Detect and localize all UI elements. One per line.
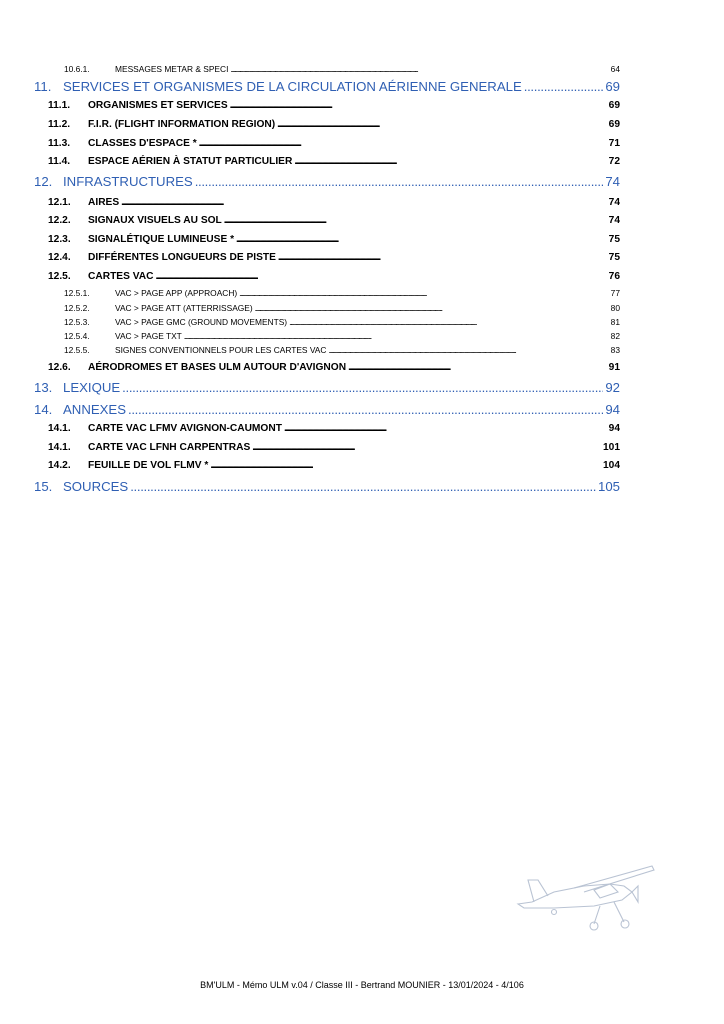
toc-entry-title: SIGNAUX VISUELS AU SOL <box>88 215 222 226</box>
toc-leader-dots <box>210 460 601 471</box>
page-footer: BM'ULM - Mémo ULM v.04 / Classe III - Bertrand MOUNIER - 13/01/2024 - 4/106 <box>200 980 524 990</box>
toc-entry[interactable] <box>48 98 620 111</box>
toc-entry[interactable] <box>48 421 620 434</box>
toc-entry-number: 14. <box>34 402 53 417</box>
toc-entry-title: CLASSES D'ESPACE * <box>88 138 197 149</box>
toc-entry[interactable] <box>34 477 620 494</box>
toc-leader-dots <box>255 303 609 313</box>
toc-entry-page: 92 <box>605 380 620 395</box>
toc-entry-page: 91 <box>608 362 620 373</box>
toc-leader-dots <box>236 234 607 245</box>
toc-entry-number: 15. <box>34 479 53 494</box>
toc-entry-page: 101 <box>603 442 620 453</box>
toc-entry[interactable] <box>48 195 620 208</box>
toc-entry[interactable] <box>48 360 620 373</box>
toc-entry[interactable] <box>48 269 620 282</box>
toc-entry-number: 12.5.5. <box>64 345 90 355</box>
toc-entry-number: 14.1. <box>48 442 71 453</box>
toc-entry-title: DIFFÉRENTES LONGUEURS DE PISTE <box>88 252 276 263</box>
toc-entry-title: ORGANISMES ET SERVICES <box>88 100 228 111</box>
toc-entry-number: 12.3. <box>48 234 71 245</box>
toc-entry-number: 12.4. <box>48 252 71 263</box>
toc-entry-title: FEUILLE DE VOL FLMV * <box>88 460 209 471</box>
toc-entry-number: 11. <box>34 79 52 94</box>
toc-entry[interactable] <box>34 172 620 189</box>
toc-entry-page: 74 <box>608 215 620 226</box>
toc-entry-number: 14.2. <box>48 460 71 471</box>
toc-entry-page: 75 <box>608 234 620 245</box>
toc-entry-number: 10.6.1. <box>64 64 90 74</box>
toc-entry-title: SIGNALÉTIQUE LUMINEUSE * <box>88 234 235 245</box>
toc-entry-title: ESPACE AÉRIEN À STATUT PARTICULIER <box>88 156 293 167</box>
toc-entry[interactable] <box>34 400 620 417</box>
toc-entry[interactable] <box>48 213 620 226</box>
toc-entry-number: 12.2. <box>48 215 71 226</box>
toc-entry[interactable] <box>34 378 620 395</box>
toc-entry-page: 71 <box>608 138 620 149</box>
toc-leader-dots <box>230 100 607 111</box>
toc-entry[interactable] <box>64 287 620 298</box>
toc-entry-title: VAC > PAGE ATT (ATTERRISSAGE) <box>115 303 253 313</box>
toc-entry[interactable] <box>34 77 620 94</box>
toc-leader-dots <box>230 64 608 74</box>
toc-entry[interactable] <box>64 302 620 313</box>
toc-entry[interactable] <box>48 232 620 245</box>
toc-entry-title: SIGNES CONVENTIONNELS POUR LES CARTES VAC <box>115 345 327 355</box>
toc-entry-page: 76 <box>608 271 620 282</box>
toc-entry-page: 77 <box>610 288 620 298</box>
toc-leader-dots <box>155 271 606 282</box>
toc-entry-title: VAC > PAGE TXT <box>115 331 182 341</box>
toc-entry[interactable] <box>48 250 620 263</box>
toc-leader-dots <box>130 479 596 494</box>
toc-entry-number: 13. <box>34 380 53 395</box>
toc-entry-number: 14.1. <box>48 423 71 434</box>
toc-leader-dots <box>524 79 604 94</box>
toc-entry-page: 72 <box>608 156 620 167</box>
toc-entry-number: 11.1. <box>48 100 71 111</box>
toc-entry-number: 11.2. <box>48 119 71 130</box>
toc-entry-page: 74 <box>605 174 620 189</box>
toc-entry[interactable] <box>64 330 620 341</box>
toc-entry-page: 69 <box>608 100 620 111</box>
toc-leader-dots <box>278 252 607 263</box>
toc-leader-dots <box>348 362 607 373</box>
toc-leader-dots <box>121 197 607 208</box>
toc-entry-number: 12.6. <box>48 362 71 373</box>
toc-entry-title: CARTE VAC LFNH CARPENTRAS <box>88 442 251 453</box>
toc-leader-dots <box>294 156 606 167</box>
toc-entry-number: 12.5.3. <box>64 317 90 327</box>
toc-leader-dots <box>239 288 609 298</box>
toc-entry-title: SOURCES <box>63 479 129 494</box>
toc-leader-dots <box>277 119 607 130</box>
toc-entry-title: LEXIQUE <box>63 380 121 395</box>
toc-entry-title: F.I.R. (FLIGHT INFORMATION REGION) <box>88 119 276 130</box>
toc-entry[interactable] <box>48 458 620 471</box>
toc-leader-dots <box>224 215 607 226</box>
toc-entry-number: 12.1. <box>48 197 71 208</box>
toc-entry-title: VAC > PAGE APP (APPROACH) <box>115 288 238 298</box>
toc-entry-number: 12.5.2. <box>64 303 90 313</box>
ulm-airplane-icon <box>514 862 656 934</box>
toc-leader-dots <box>252 442 601 453</box>
toc-entry-title: ANNEXES <box>63 402 127 417</box>
toc-entry-page: 83 <box>610 345 620 355</box>
toc-entry-number: 12. <box>34 174 53 189</box>
toc-entry-page: 80 <box>610 303 620 313</box>
toc-entry-page: 69 <box>605 79 620 94</box>
toc-leader-dots <box>122 380 603 395</box>
toc-leader-dots <box>289 317 609 327</box>
toc-entry[interactable] <box>48 136 620 149</box>
toc-entry-page: 105 <box>597 479 620 494</box>
toc-entry-title: SERVICES ET ORGANISMES DE LA CIRCULATION AÉRIENNE GENERALE <box>63 79 522 94</box>
toc-leader-dots <box>284 423 607 434</box>
toc-entry-title: CARTES VAC <box>88 271 154 282</box>
toc-entry-page: 94 <box>608 423 620 434</box>
toc-leader-dots <box>195 174 604 189</box>
toc-entry[interactable] <box>48 117 620 130</box>
toc-entry-page: 104 <box>603 460 620 471</box>
toc-entry[interactable] <box>64 316 620 327</box>
toc-entry[interactable] <box>48 440 620 453</box>
toc-entry-page: 94 <box>605 402 620 417</box>
toc-leader-dots <box>328 345 608 355</box>
toc-entry-page: 69 <box>608 119 620 130</box>
toc-entry[interactable] <box>48 154 620 167</box>
toc-entry-page: 74 <box>608 197 620 208</box>
toc-entry-number: 12.5.1. <box>64 288 90 298</box>
toc-leader-dots <box>184 331 609 341</box>
toc-entry-title: VAC > PAGE GMC (GROUND MOVEMENTS) <box>115 317 288 327</box>
toc-entry-number: 12.5. <box>48 271 71 282</box>
toc-entry-title: CARTE VAC LFMV AVIGNON-CAUMONT <box>88 423 282 434</box>
toc-entry-number: 11.4. <box>48 156 71 167</box>
toc-entry-page: 64 <box>610 64 620 74</box>
toc-entry[interactable] <box>64 63 620 74</box>
toc-leader-dots <box>128 402 603 417</box>
toc-entry-title: AIRES <box>88 197 120 208</box>
toc-entry-number: 12.5.4. <box>64 331 90 341</box>
toc-leader-dots <box>199 138 607 149</box>
toc-entry-page: 81 <box>610 317 620 327</box>
toc-entry-number: 11.3. <box>48 138 71 149</box>
toc-entry-title: MESSAGES METAR & SPECI <box>115 64 229 74</box>
toc-entry[interactable] <box>64 344 620 355</box>
toc-entry-title: INFRASTRUCTURES <box>63 174 193 189</box>
toc-entry-page: 82 <box>610 331 620 341</box>
toc-entry-title: AÉRODROMES ET BASES ULM AUTOUR D'AVIGNON <box>88 362 347 373</box>
toc-entry-page: 75 <box>608 252 620 263</box>
